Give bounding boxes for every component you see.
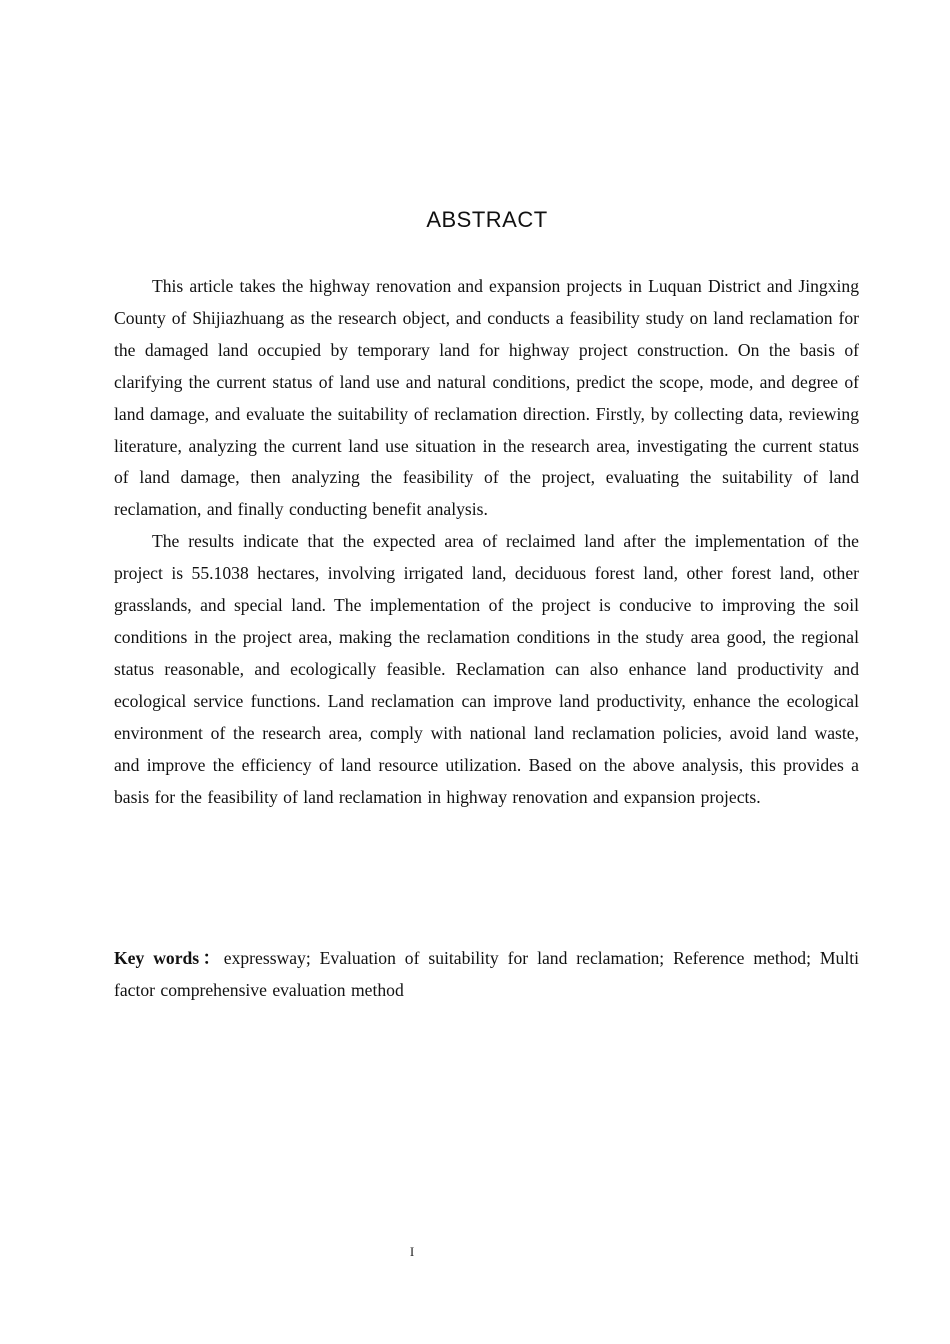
abstract-body bbox=[114, 271, 859, 813]
keywords-label: Key words： bbox=[114, 948, 224, 968]
keywords-text: expressway; Evaluation of suitability for land reclamation; Reference method; Multi factor comprehensive evaluation method bbox=[114, 948, 859, 1000]
keywords-line bbox=[114, 942, 859, 1006]
page-number: I bbox=[409, 1244, 415, 1259]
abstract-paragraph-1: This article takes the highway renovation and expansion projects in Luquan District and Jingxing County of Shijiazhuang as the research object, and conducts a feasibility study on land reclamation for the damaged land occupied by temporary land for highway project construction. On the basis of clarifying the current status of land use and natural conditions, predict the scope, mode, and degree of land damage, and evaluate the suitability of reclamation direction. Firstly, by collecting data, reviewing literature, analyzing the current land use situation in the research area, investigating the current status of land damage, then analyzing the feasibility of the project, evaluating the suitability of land reclamation, and finally conducting benefit analysis. bbox=[114, 276, 859, 520]
abstract-paragraph-2: The results indicate that the expected area of reclaimed land after the implementation of the project is 55.1038 hectares, involving irrigated land, deciduous forest land, other forest land, other grasslands, and special land. The implementation of the project is conducive to improving the soil conditions in the project area, making the reclamation conditions in the study area good, the regional status reasonable, and ecologically feasible. Reclamation can also enhance land productivity and ecological service functions. Land reclamation can improve land productivity, enhance the ecological environment of the research area, comply with national land reclamation policies, avoid land waste, and improve the efficiency of land resource utilization. Based on the above analysis, this provides a basis for the feasibility of land reclamation in highway renovation and expansion projects. bbox=[114, 531, 859, 807]
abstract-title: ABSTRACT bbox=[426, 207, 548, 232]
